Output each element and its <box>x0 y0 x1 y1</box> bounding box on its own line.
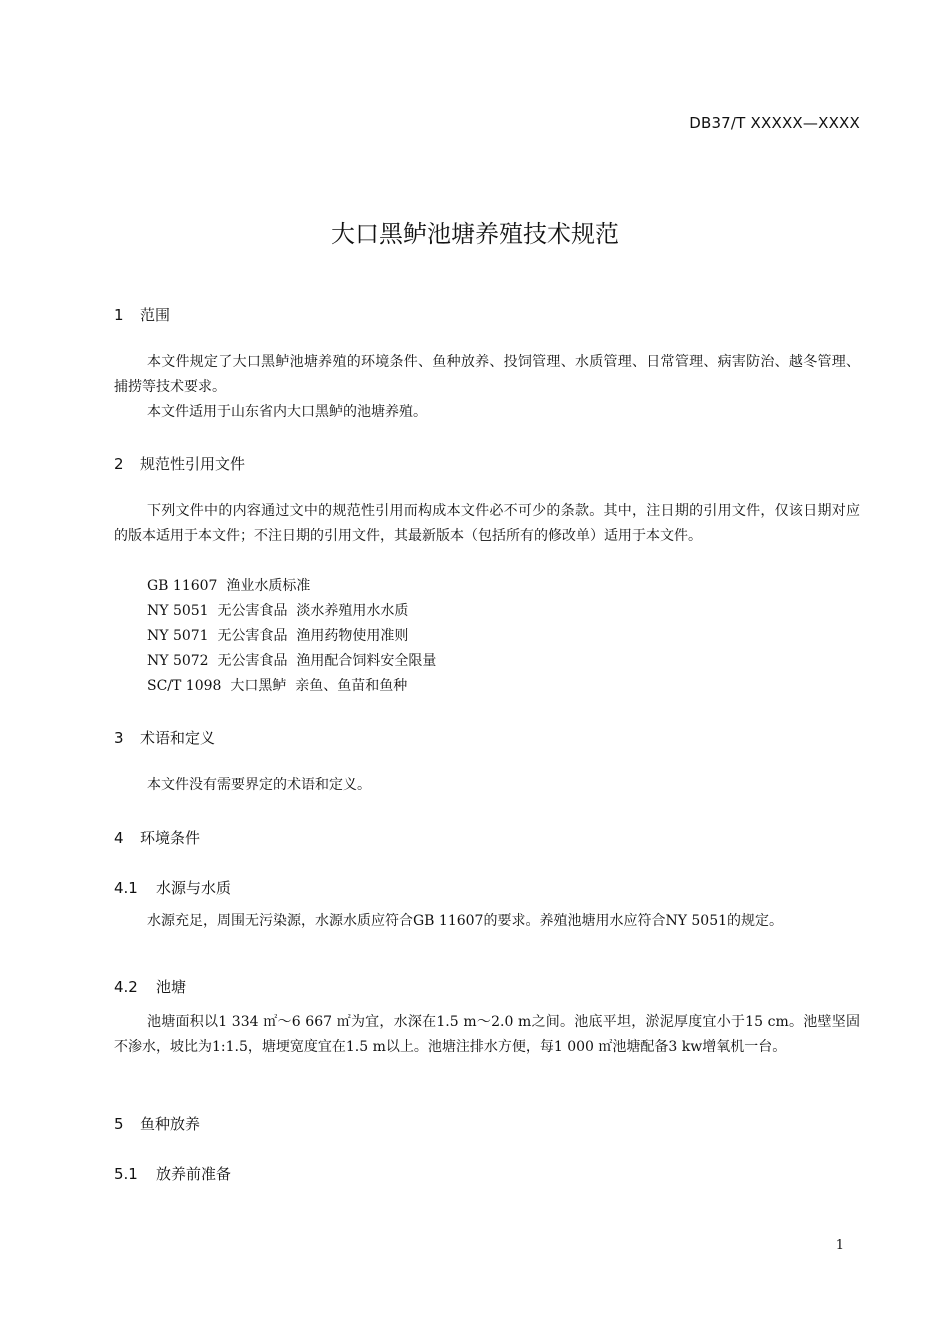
section-number: 4.2 <box>114 978 138 996</box>
document-title: 大口黑鲈池塘养殖技术规范 <box>331 220 619 248</box>
reference-item: NY 5072 无公害食品 渔用配合饲料安全限量 <box>147 653 437 669</box>
document-code: DB37/T XXXXX—XXXX <box>689 114 860 132</box>
section-number: 5.1 <box>114 1165 138 1183</box>
reference-item: SC/T 1098 大口黑鲈 亲鱼、鱼苗和鱼种 <box>147 678 408 694</box>
section-title: 环境条件 <box>140 829 201 847</box>
section-title: 池塘 <box>156 978 187 996</box>
section-5-heading <box>114 1113 200 1134</box>
section-title: 规范性引用文件 <box>140 455 246 473</box>
section-number: 1 <box>114 306 124 324</box>
section-number: 2 <box>114 455 124 473</box>
section-4-2-paragraph-1: 池塘面积以1 334 ㎡～6 667 ㎡为宜，水深在1.5 m～2.0 m之间。池底平坦，淤泥厚度宜小于15 cm。池壁坚固不渗水，坡比为1:1.5，塘埂宽度宜在1.5 m以上。池塘注排水方便，每1 000 ㎡池塘配备3 kw增氧机一台。 <box>114 1014 860 1055</box>
section-number: 3 <box>114 729 124 747</box>
section-4-2-heading <box>114 976 186 997</box>
section-1-paragraph-2: 本文件适用于山东省内大口黑鲈的池塘养殖。 <box>147 404 427 420</box>
section-number: 5 <box>114 1115 124 1133</box>
section-number: 4.1 <box>114 879 138 897</box>
section-title: 鱼种放养 <box>140 1115 201 1133</box>
section-title: 放养前准备 <box>156 1165 232 1183</box>
section-title: 范围 <box>140 306 171 324</box>
section-title: 水源与水质 <box>156 879 232 897</box>
section-5-1-heading <box>114 1163 231 1184</box>
section-4-heading <box>114 827 200 848</box>
page-number: 1 <box>835 1238 844 1253</box>
section-title: 术语和定义 <box>140 729 216 747</box>
reference-item: NY 5051 无公害食品 淡水养殖用水水质 <box>147 603 409 619</box>
reference-item: GB 11607 渔业水质标准 <box>147 578 311 594</box>
section-4-1-heading <box>114 877 231 898</box>
section-1-paragraph-1: 本文件规定了大口黑鲈池塘养殖的环境条件、鱼种放养、投饲管理、水质管理、日常管理、病害防治、越冬管理、捕捞等技术要求。 <box>114 354 860 395</box>
section-2-paragraph-1: 下列文件中的内容通过文中的规范性引用而构成本文件必不可少的条款。其中，注日期的引用文件，仅该日期对应的版本适用于本文件；不注日期的引用文件，其最新版本（包括所有的修改单）适用于本文件。 <box>114 503 860 544</box>
section-number: 4 <box>114 829 124 847</box>
reference-item: NY 5071 无公害食品 渔用药物使用准则 <box>147 628 409 644</box>
section-4-1-paragraph-1: 水源充足，周围无污染源，水源水质应符合GB 11607的要求。养殖池塘用水应符合NY 5051的规定。 <box>147 913 784 929</box>
section-1-heading <box>114 304 170 325</box>
section-3-heading <box>114 727 215 748</box>
section-3-paragraph-1: 本文件没有需要界定的术语和定义。 <box>147 777 371 793</box>
section-2-heading <box>114 453 245 474</box>
